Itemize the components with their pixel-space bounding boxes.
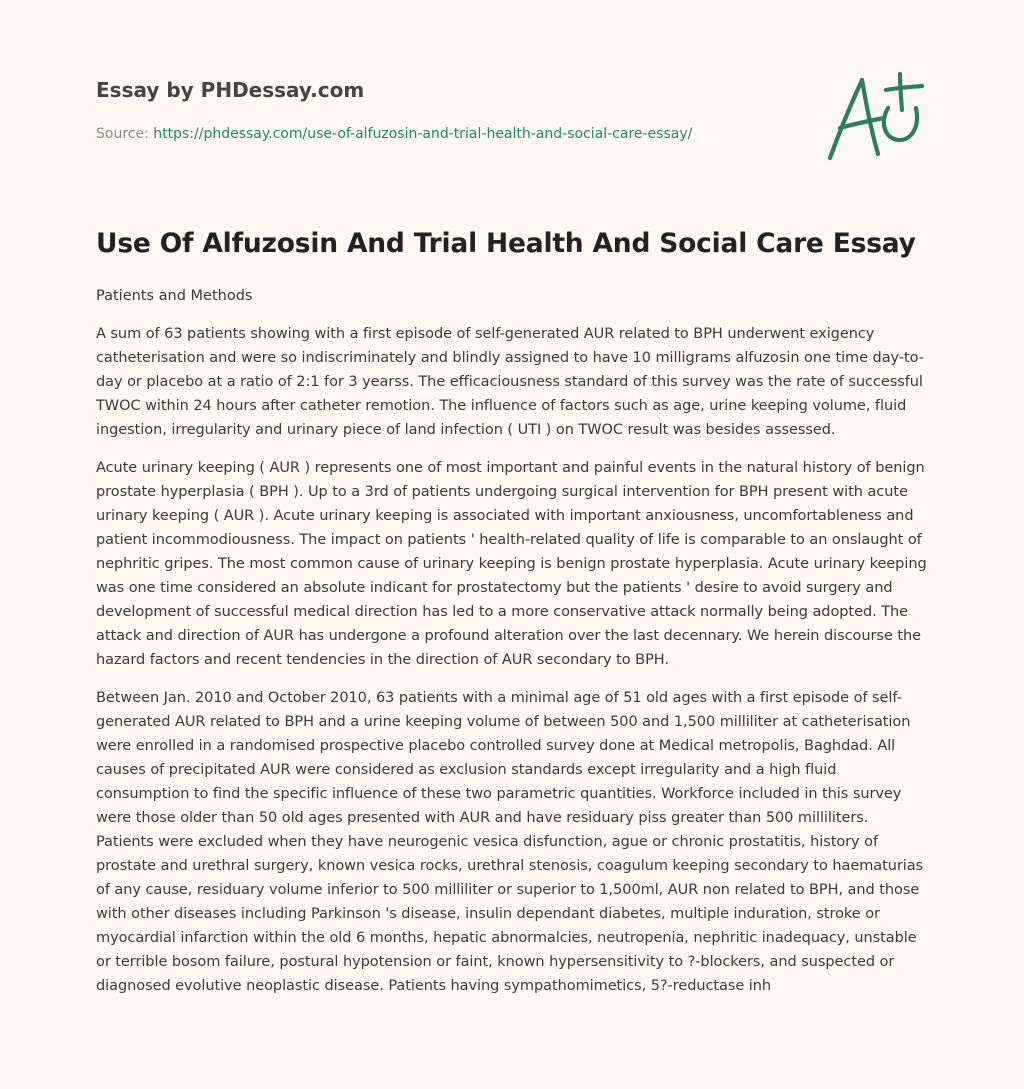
section-heading: Patients and Methods [96,288,253,304]
site-header [96,76,816,144]
source-link[interactable]: https://phdessay.com/use-of-alfuzosin-and-trial-health-and-social-care-essay/ [153,126,693,142]
essay-body [96,284,930,1012]
essay-title: Use Of Alfuzosin And Trial Health And Social Care Essay [96,228,916,259]
paragraph: Between Jan. 2010 and October 2010, 63 patients with a minimal age of 51 old ages with a first episode of self-generated AUR related to BPH and a urine keeping volume of between 500 and 1,500 milliliter at catheterisation were enrolled in a randomised prospective placebo controlled survey done at Medical metropolis, Baghdad. All causes of precipitated AUR were considered as exclusion standards except irregularity and a high fluid consumption to find the specific influence of these two parametric quantities. Workforce included in this survey were those older than 50 old ages presented with AUR and have residuary piss greater than 500 milliliters. Patients were excluded when they have neurogenic vesica disfunction, ague or chronic prostatitis, history of prostate and urethral surgery, known vesica rocks, urethral stenosis, coagulum keeping secondary to haematurias of any cause, residuary volume inferior to 500 milliliter or superior to 1,500ml, AUR non related to BPH, and those with other diseases including Parkinson 's disease, insulin dependant diabetes, multiple induration, stroke or myocardial infarction within the old 6 months, hepatic abnormalcies, neutropenia, nephritic inadequacy, unstable or terrible bosom failure, postural hypotension or faint, known hypersensitivity to ?-blockers, and suspected or diagnosed evolutive neoplastic disease. Patients having sympathomimetics, 5?-reductase inh [96,690,924,994]
paragraph: Acute urinary keeping ( AUR ) represents one of most important and painful events in the natural history of benign prostate hyperplasia ( BPH ). Up to a 3rd of patients undergoing surgical intervention for BPH present with acute urinary keeping ( AUR ). Acute urinary keeping is associated with important anxiousness, uncomfortableness and patient incommodiousness. The impact on patients ' health-related quality of life is comparable to an onslaught of nephritic gripes. The most common cause of urinary keeping is benign prostate hyperplasia. Acute urinary keeping was one time considered an absolute indicant for prostatectomy but the patients ' desire to avoid surgery and development of successful medical direction has led to a more conservative attack normally being adopted. The attack and direction of AUR has undergone a profound alteration over the last decennary. We herein discourse the hazard factors and recent tendencies in the direction of AUR secondary to BPH. [96,460,927,668]
a-plus-logo-icon [822,66,928,166]
paragraph: A sum of 63 patients showing with a first episode of self-generated AUR related to BPH underwent exigency catheterisation and were so indiscriminately and blindly assigned to have 10 milligrams alfuzosin one time day-to-day or placebo at a ratio of 2:1 for 3 yearss. The efficaciousness standard of this survey was the rate of successful TWOC within 24 hours after catheter remotion. The influence of factors such as age, urine keeping volume, fluid ingestion, irregularity and urinary piece of land infection ( UTI ) on TWOC result was besides assessed. [96,326,924,438]
source-line [96,124,816,144]
site-brand: Essay by PHDessay.com [96,78,365,102]
source-label: Source: [96,126,149,142]
